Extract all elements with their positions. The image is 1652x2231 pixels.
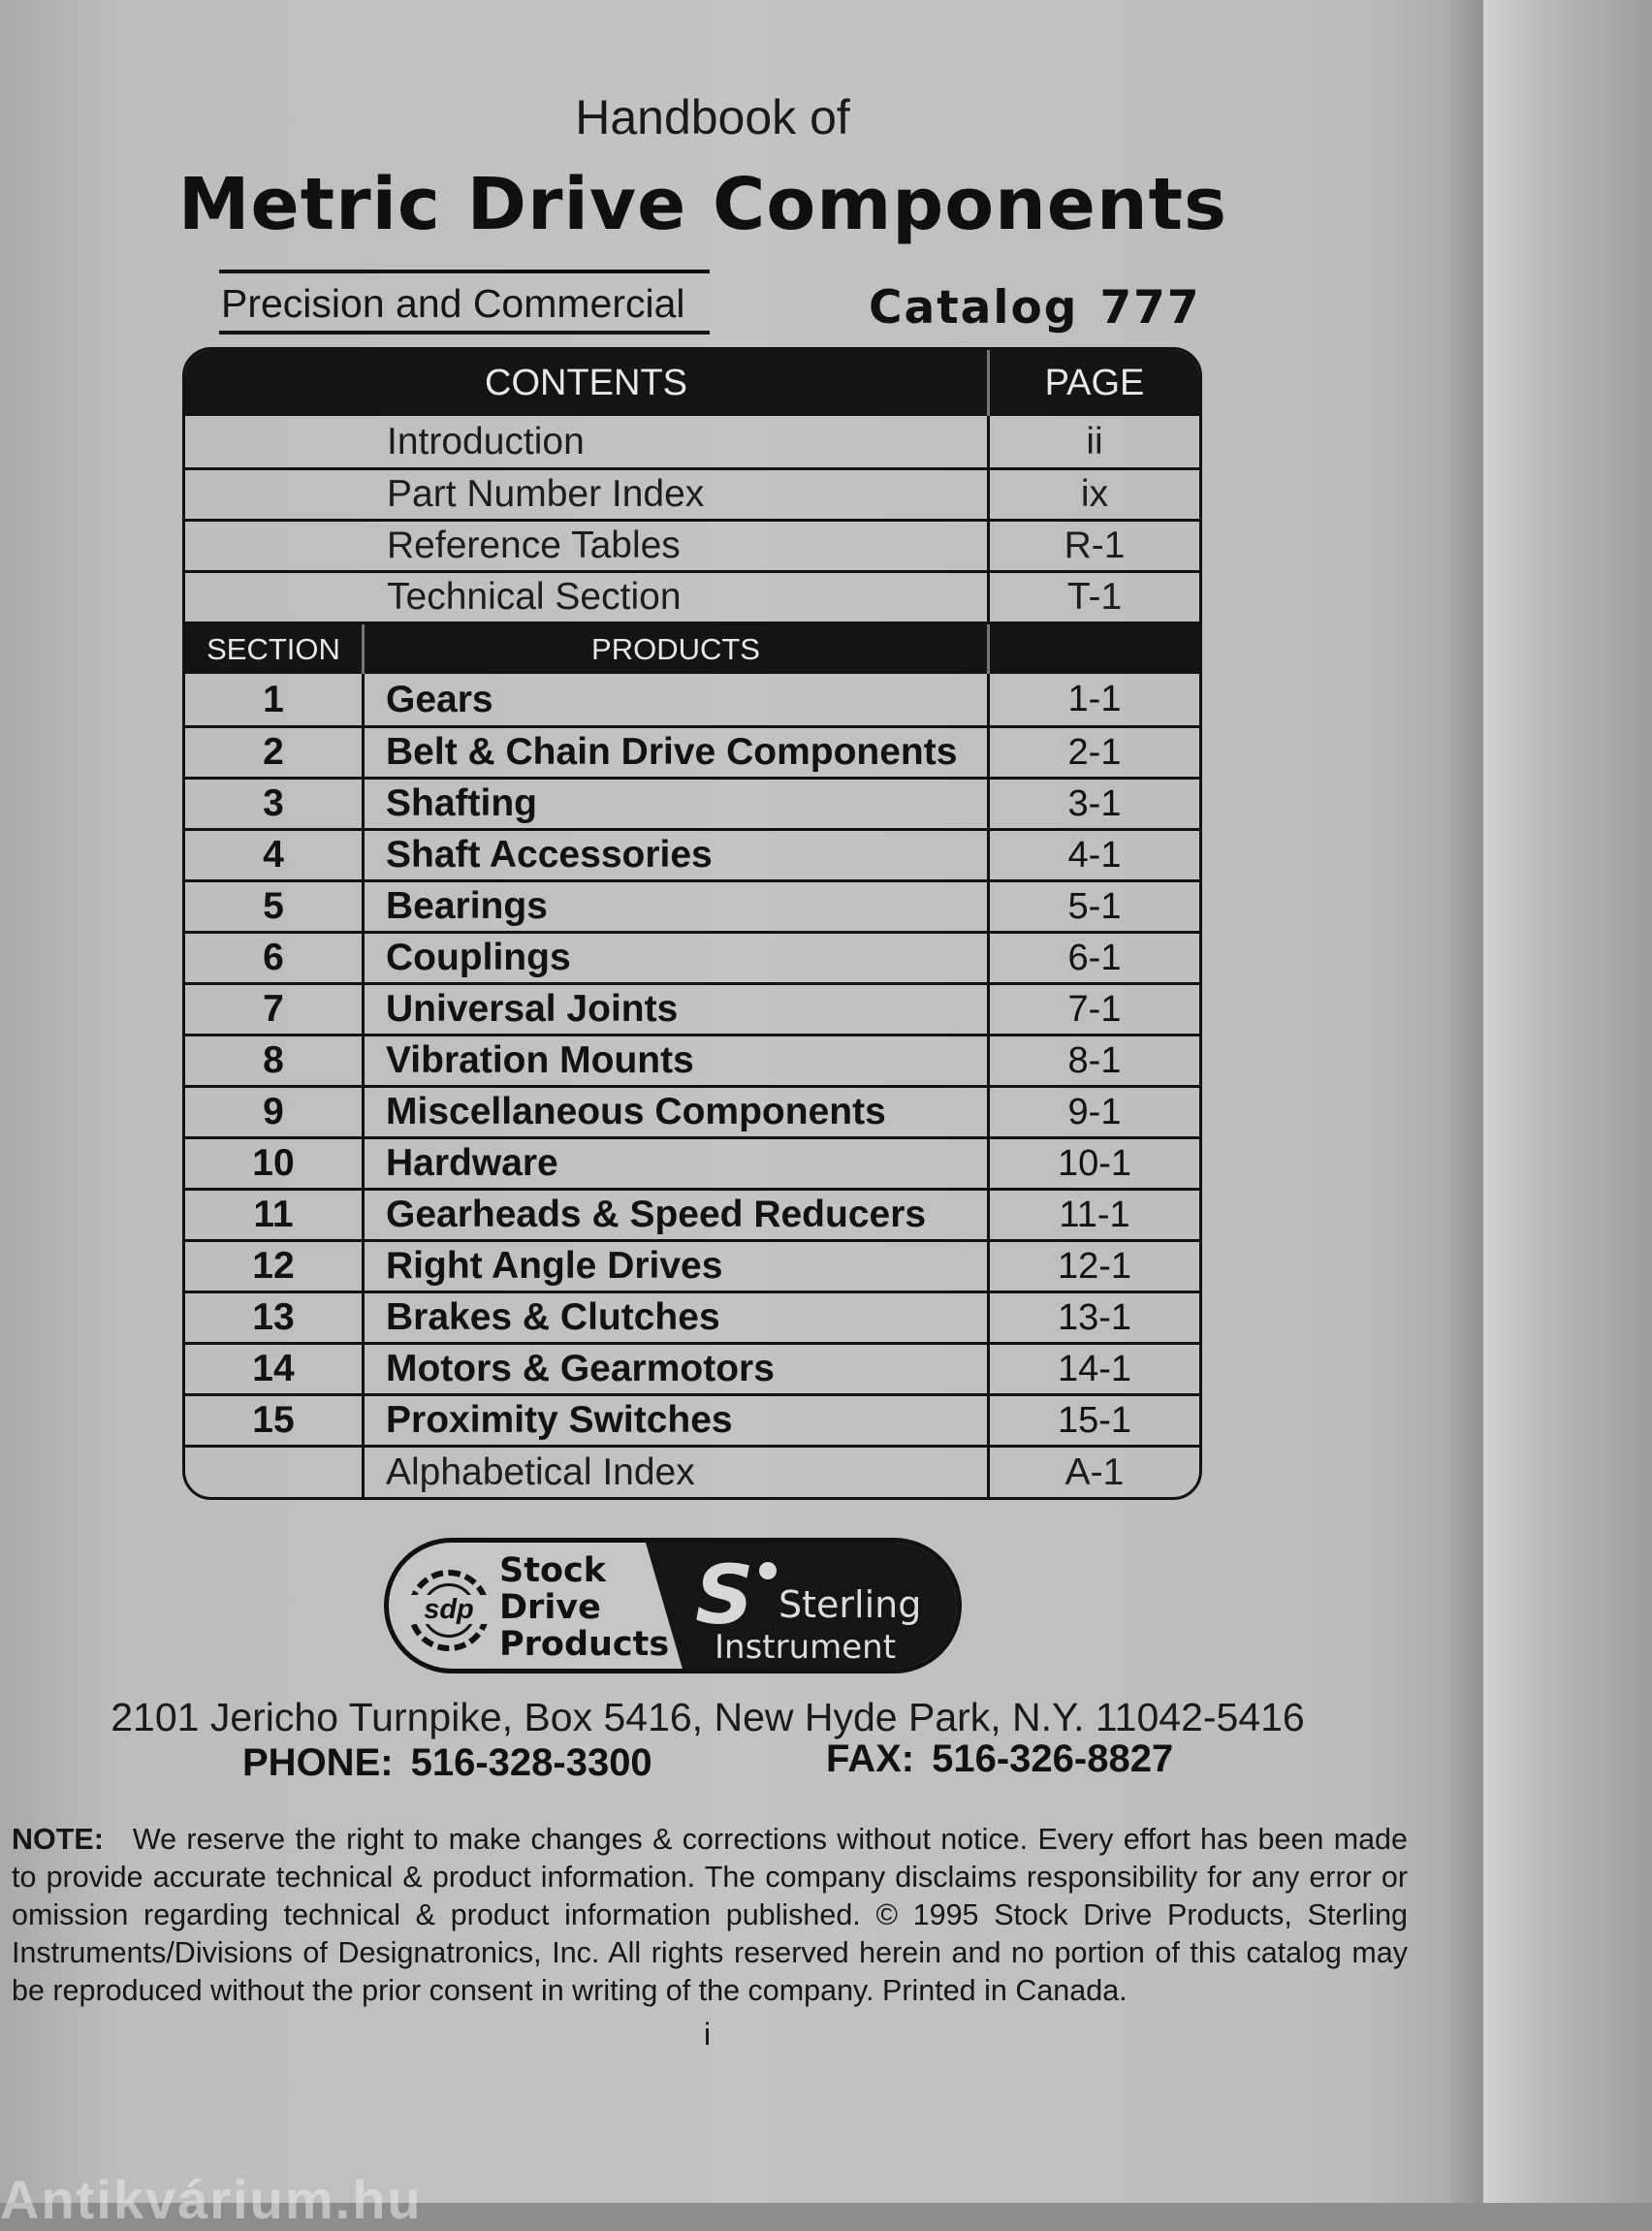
section-number: 10 bbox=[185, 1139, 365, 1188]
company-address: 2101 Jericho Turnpike, Box 5416, New Hyde Park, N.Y. 11042-5416 bbox=[111, 1695, 1305, 1739]
section-number: 7 bbox=[185, 985, 365, 1034]
section-page: 13-1 bbox=[1057, 1296, 1132, 1338]
toc-row-section-1 bbox=[185, 674, 1199, 725]
toc-item-page: ii bbox=[1086, 420, 1103, 462]
toc-row-section-14 bbox=[185, 1342, 1199, 1393]
section-page: 12-1 bbox=[1057, 1245, 1132, 1287]
instrument-name: Instrument bbox=[715, 1628, 897, 1667]
toc-row-section-9 bbox=[185, 1085, 1199, 1136]
toc-row-section-13 bbox=[185, 1291, 1199, 1342]
sdp-name bbox=[499, 1552, 669, 1663]
toc-row-section-6 bbox=[185, 931, 1199, 982]
toc-item-page: T-1 bbox=[1066, 576, 1123, 618]
note-text: We reserve the right to make changes & corrections without notice. Every effort has been made to provide accurate technical & product information. The company disclaims responsibility for any error or omission regarding technical & product information published. © 1995 Stock Drive Products, Sterling Instruments/Divisions of Designatronics, Inc. All rights reserved herein and no portion of this catalog may be reproduced without the prior consent in writing of the company. Printed in Canada. bbox=[12, 1823, 1408, 2007]
toc-row-section-4 bbox=[185, 828, 1199, 879]
section-label: Couplings bbox=[365, 934, 990, 982]
page-header: PAGE bbox=[1044, 362, 1145, 403]
catalog-num: 777 bbox=[1099, 281, 1201, 335]
section-number: 8 bbox=[185, 1036, 365, 1085]
sdp-line-3: Products bbox=[499, 1625, 670, 1664]
section-page: 5-1 bbox=[1067, 885, 1122, 927]
company-logo bbox=[384, 1538, 962, 1673]
toc-row-section-15 bbox=[185, 1393, 1199, 1445]
section-page: 11-1 bbox=[1059, 1194, 1130, 1235]
sterling-s-mark: S bbox=[695, 1547, 754, 1642]
page-number: i bbox=[704, 2017, 712, 2052]
front-matter-rows bbox=[185, 416, 1199, 621]
toc-item-label: Introduction bbox=[185, 416, 990, 467]
toc-row-section-11 bbox=[185, 1188, 1199, 1239]
sterling-dot-icon bbox=[759, 1562, 777, 1579]
toc-item-label: Alphabetical Index bbox=[365, 1448, 990, 1497]
section-number: 9 bbox=[185, 1088, 365, 1136]
catalog-number bbox=[869, 281, 1201, 335]
toc-item-page: R-1 bbox=[1064, 525, 1126, 566]
sdp-line-2: Drive bbox=[499, 1588, 601, 1627]
toc-row-section-8 bbox=[185, 1034, 1199, 1085]
section-label: Universal Joints bbox=[365, 985, 990, 1034]
section-page: 4-1 bbox=[1067, 834, 1122, 876]
toc-row-front-2 bbox=[185, 519, 1199, 570]
toc-item-label: Part Number Index bbox=[185, 470, 990, 519]
section-number: 1 bbox=[185, 674, 365, 725]
section-label: Proximity Switches bbox=[365, 1396, 990, 1445]
title-big: Metric Drive Components bbox=[177, 163, 1228, 246]
section-number-blank bbox=[185, 1448, 365, 1497]
section-label: Shaft Accessories bbox=[365, 831, 990, 879]
toc-item-page: ix bbox=[1080, 473, 1109, 515]
contents-header-row bbox=[185, 350, 1199, 416]
phone-label: PHONE: bbox=[242, 1741, 394, 1784]
products-header-row bbox=[185, 621, 1199, 674]
note-label: NOTE: bbox=[12, 1823, 104, 1856]
section-label: Gears bbox=[365, 674, 990, 725]
section-number: 12 bbox=[185, 1242, 365, 1291]
section-number: 13 bbox=[185, 1293, 365, 1342]
page-header-blank bbox=[990, 624, 1199, 674]
section-page: 7-1 bbox=[1067, 988, 1122, 1030]
toc-row-section-3 bbox=[185, 777, 1199, 828]
contents-header: CONTENTS bbox=[185, 350, 990, 416]
contents-table bbox=[182, 347, 1202, 1500]
section-page: 15-1 bbox=[1057, 1399, 1132, 1441]
section-number: 6 bbox=[185, 934, 365, 982]
fax-number: 516-326-8827 bbox=[932, 1737, 1174, 1780]
section-page: 3-1 bbox=[1067, 782, 1122, 824]
fax-line bbox=[826, 1737, 1173, 1781]
section-number: 4 bbox=[185, 831, 365, 879]
catalog-label: Catalog bbox=[869, 281, 1079, 335]
section-number: 2 bbox=[185, 728, 365, 777]
toc-item-label: Technical Section bbox=[185, 573, 990, 621]
section-number: 11 bbox=[185, 1191, 365, 1239]
section-header: SECTION bbox=[185, 624, 365, 674]
page-edge-shadow bbox=[1445, 0, 1483, 2203]
section-label: Motors & Gearmotors bbox=[365, 1345, 990, 1393]
section-label: Hardware bbox=[365, 1139, 990, 1188]
phone-line bbox=[242, 1741, 652, 1785]
section-label: Shafting bbox=[365, 780, 990, 828]
sterling-name: Sterling bbox=[778, 1583, 922, 1626]
section-page: 8-1 bbox=[1067, 1039, 1122, 1081]
fax-label: FAX: bbox=[826, 1737, 915, 1780]
products-header: PRODUCTS bbox=[365, 624, 990, 674]
toc-row-front-1 bbox=[185, 467, 1199, 519]
toc-row-alphabetical-index bbox=[185, 1445, 1199, 1497]
subtitle: Precision and Commercial bbox=[219, 270, 710, 335]
toc-row-section-2 bbox=[185, 725, 1199, 777]
toc-row-front-0 bbox=[185, 416, 1199, 467]
section-page: 10-1 bbox=[1057, 1142, 1132, 1184]
title-small: Handbook of bbox=[575, 90, 850, 144]
section-number: 5 bbox=[185, 882, 365, 931]
toc-item-page: A-1 bbox=[1064, 1450, 1125, 1493]
section-label: Right Angle Drives bbox=[365, 1242, 990, 1291]
toc-row-section-12 bbox=[185, 1239, 1199, 1291]
toc-row-front-3 bbox=[185, 570, 1199, 621]
section-label: Gearheads & Speed Reducers bbox=[365, 1191, 990, 1239]
section-label: Belt & Chain Drive Components bbox=[365, 728, 990, 777]
sdp-line-1: Stock bbox=[499, 1551, 607, 1590]
section-label: Bearings bbox=[365, 882, 990, 931]
legal-note bbox=[12, 1821, 1408, 2010]
section-number: 3 bbox=[185, 780, 365, 828]
toc-row-section-10 bbox=[185, 1136, 1199, 1188]
section-label: Brakes & Clutches bbox=[365, 1293, 990, 1342]
section-rows bbox=[185, 674, 1199, 1445]
section-page: 6-1 bbox=[1067, 937, 1122, 978]
section-number: 15 bbox=[185, 1396, 365, 1445]
section-page: 9-1 bbox=[1067, 1091, 1122, 1132]
section-page: 1-1 bbox=[1067, 679, 1122, 719]
section-label: Vibration Mounts bbox=[365, 1036, 990, 1085]
background-surface bbox=[1483, 0, 1652, 2203]
sdp-mark: sdp bbox=[404, 1595, 493, 1624]
toc-row-section-5 bbox=[185, 879, 1199, 931]
section-page: 14-1 bbox=[1057, 1348, 1132, 1389]
watermark: Antikvárium.hu bbox=[0, 2169, 423, 2230]
section-page: 2-1 bbox=[1067, 731, 1122, 773]
phone-number: 516-328-3300 bbox=[410, 1741, 652, 1784]
section-number: 14 bbox=[185, 1345, 365, 1393]
toc-item-label: Reference Tables bbox=[185, 522, 990, 570]
toc-row-section-7 bbox=[185, 982, 1199, 1034]
section-label: Miscellaneous Components bbox=[365, 1088, 990, 1136]
